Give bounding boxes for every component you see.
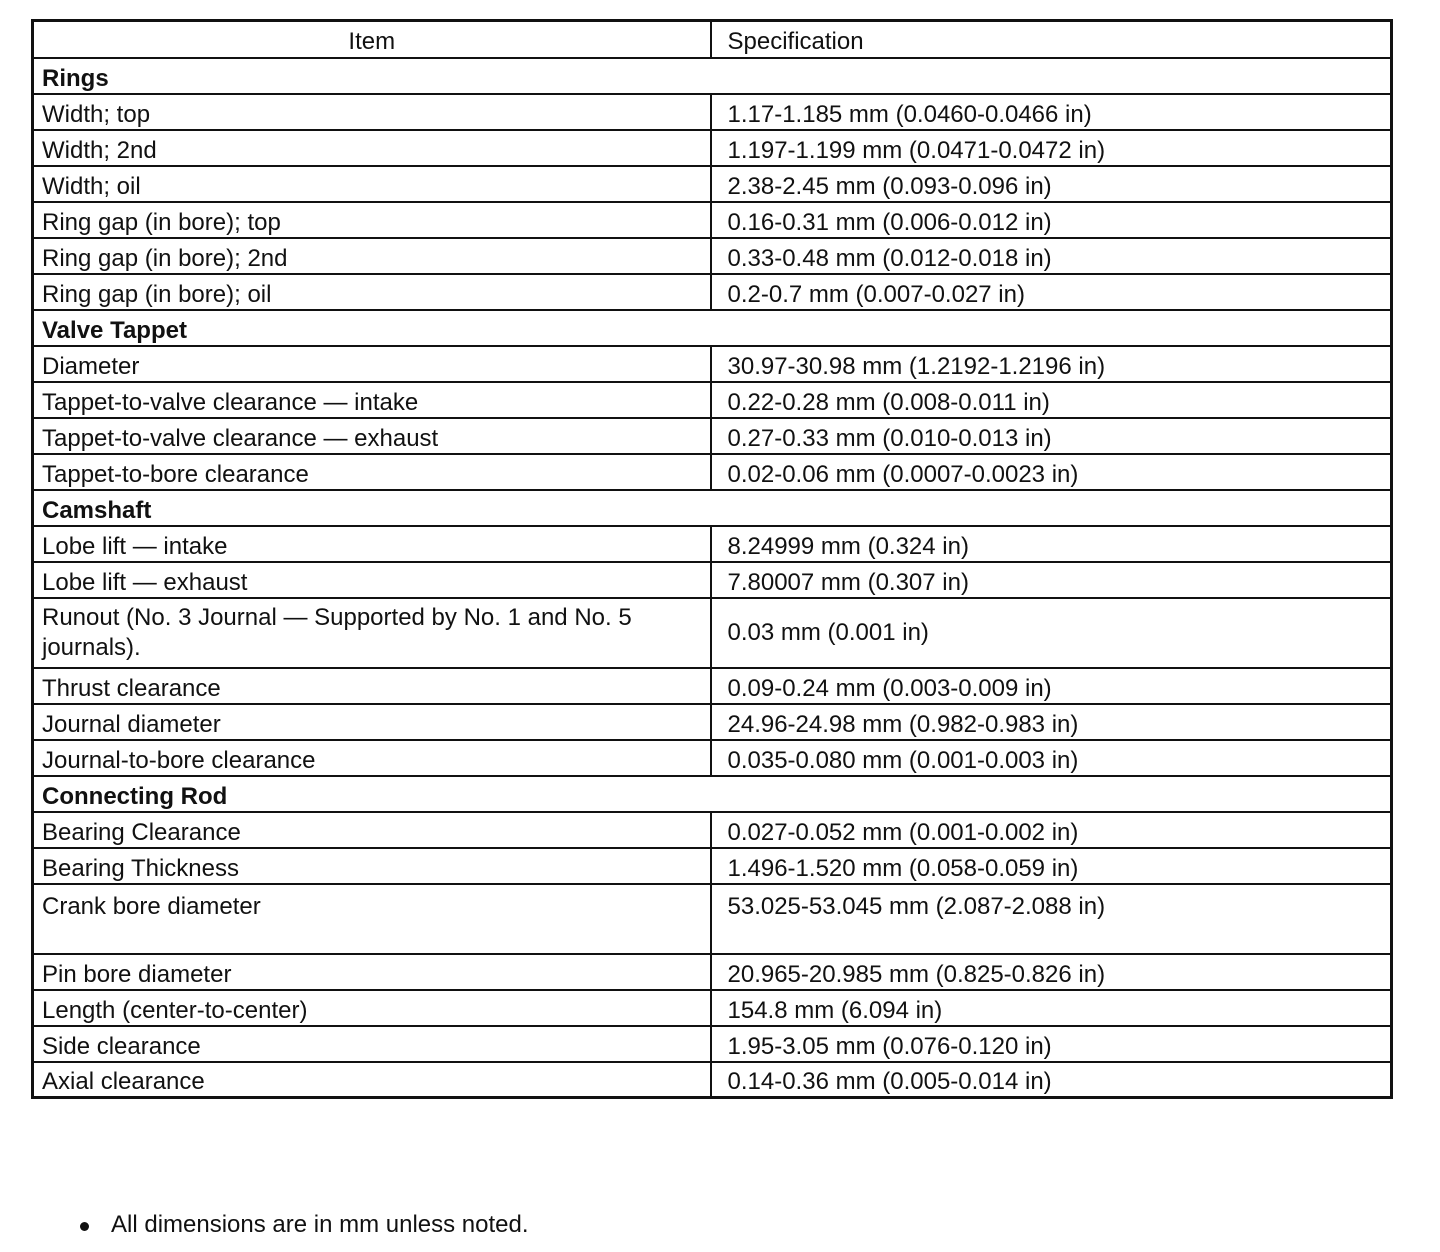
spec-cell: 7.80007 mm (0.307 in) [711, 562, 1392, 598]
item-cell: Length (center-to-center) [33, 990, 711, 1026]
header-row [33, 21, 1392, 58]
item-cell: Diameter [33, 346, 711, 382]
table-row [33, 668, 1392, 704]
table-row [33, 454, 1392, 490]
spec-cell: 1.496-1.520 mm (0.058-0.059 in) [711, 848, 1392, 884]
item-cell: Width; oil [33, 166, 711, 202]
spec-cell: 0.027-0.052 mm (0.001-0.002 in) [711, 812, 1392, 848]
spec-cell: 0.14-0.36 mm (0.005-0.014 in) [711, 1062, 1392, 1098]
table-row [33, 1026, 1392, 1062]
table-row [33, 1062, 1392, 1098]
spec-cell: 30.97-30.98 mm (1.2192-1.2196 in) [711, 346, 1392, 382]
item-cell: Bearing Thickness [33, 848, 711, 884]
table-row [33, 346, 1392, 382]
item-cell: Crank bore diameter [33, 884, 711, 954]
spec-cell: 0.16-0.31 mm (0.006-0.012 in) [711, 202, 1392, 238]
item-cell: Journal diameter [33, 704, 711, 740]
section-row-valve-tappet [33, 310, 1392, 346]
section-title: Camshaft [33, 490, 1392, 526]
section-title: Valve Tappet [33, 310, 1392, 346]
section-row-camshaft [33, 490, 1392, 526]
column-header-item: Item [33, 21, 711, 58]
table-row [33, 740, 1392, 776]
spec-cell: 24.96-24.98 mm (0.982-0.983 in) [711, 704, 1392, 740]
table-row [33, 884, 1392, 954]
footnote-text: All dimensions are in mm unless noted. [111, 1211, 529, 1238]
table-row [33, 94, 1392, 130]
item-cell: Pin bore diameter [33, 954, 711, 990]
table-row [33, 954, 1392, 990]
spec-cell: 0.035-0.080 mm (0.001-0.003 in) [711, 740, 1392, 776]
section-row-connecting-rod [33, 776, 1392, 812]
item-cell: Lobe lift — exhaust [33, 562, 711, 598]
table-row [33, 812, 1392, 848]
section-title: Rings [33, 58, 1392, 94]
item-cell: Tappet-to-valve clearance — exhaust [33, 418, 711, 454]
spec-cell: 1.95-3.05 mm (0.076-0.120 in) [711, 1026, 1392, 1062]
item-cell: Lobe lift — intake [33, 526, 711, 562]
table-row [33, 382, 1392, 418]
spec-cell: 0.27-0.33 mm (0.010-0.013 in) [711, 418, 1392, 454]
section-title: Connecting Rod [33, 776, 1392, 812]
spec-cell: 0.33-0.48 mm (0.012-0.018 in) [711, 238, 1392, 274]
table-row [33, 238, 1392, 274]
section-row-rings [33, 58, 1392, 94]
table-row [33, 274, 1392, 310]
table-row [33, 166, 1392, 202]
item-cell: Width; 2nd [33, 130, 711, 166]
spec-cell: 0.02-0.06 mm (0.0007-0.0023 in) [711, 454, 1392, 490]
item-cell: Ring gap (in bore); oil [33, 274, 711, 310]
item-cell: Runout (No. 3 Journal — Supported by No. 1 and No. 5 journals). [33, 598, 711, 668]
spec-cell: 8.24999 mm (0.324 in) [711, 526, 1392, 562]
spec-cell: 0.22-0.28 mm (0.008-0.011 in) [711, 382, 1392, 418]
table-row [33, 704, 1392, 740]
spec-cell: 1.197-1.199 mm (0.0471-0.0472 in) [711, 130, 1392, 166]
item-cell: Tappet-to-valve clearance — intake [33, 382, 711, 418]
spec-cell: 2.38-2.45 mm (0.093-0.096 in) [711, 166, 1392, 202]
spec-cell: 0.03 mm (0.001 in) [711, 598, 1392, 668]
table-row [33, 848, 1392, 884]
item-cell: Axial clearance [33, 1062, 711, 1098]
table-row [33, 598, 1392, 668]
table-row [33, 418, 1392, 454]
spec-cell: 0.2-0.7 mm (0.007-0.027 in) [711, 274, 1392, 310]
table-row [33, 562, 1392, 598]
table-row [33, 202, 1392, 238]
spec-cell: 0.09-0.24 mm (0.003-0.009 in) [711, 668, 1392, 704]
item-cell: Width; top [33, 94, 711, 130]
item-cell: Ring gap (in bore); 2nd [33, 238, 711, 274]
item-cell: Journal-to-bore clearance [33, 740, 711, 776]
table-row [33, 130, 1392, 166]
item-cell: Thrust clearance [33, 668, 711, 704]
spec-cell: 20.965-20.985 mm (0.825-0.826 in) [711, 954, 1392, 990]
spec-table [31, 19, 1393, 1099]
table-row [33, 990, 1392, 1026]
footnote [80, 1210, 529, 1240]
spec-cell: 53.025-53.045 mm (2.087-2.088 in) [711, 884, 1392, 954]
spec-cell: 154.8 mm (6.094 in) [711, 990, 1392, 1026]
table-row [33, 526, 1392, 562]
item-cell: Tappet-to-bore clearance [33, 454, 711, 490]
item-cell: Bearing Clearance [33, 812, 711, 848]
bullet-icon [80, 1222, 89, 1231]
item-cell: Side clearance [33, 1026, 711, 1062]
item-cell: Ring gap (in bore); top [33, 202, 711, 238]
column-header-specification: Specification [711, 21, 1392, 58]
spec-cell: 1.17-1.185 mm (0.0460-0.0466 in) [711, 94, 1392, 130]
